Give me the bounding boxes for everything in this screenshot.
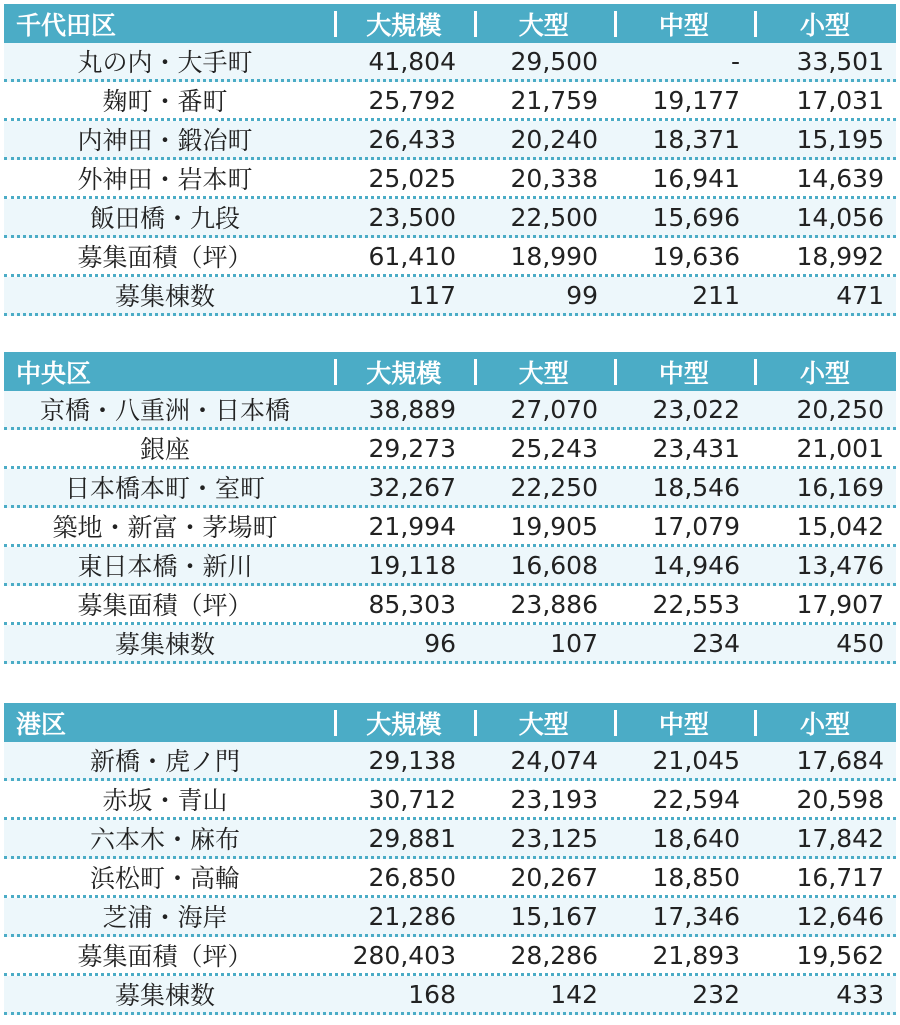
cell-medium: 234 xyxy=(692,628,740,658)
table-row xyxy=(4,625,896,664)
cell-small: 471 xyxy=(836,280,884,310)
cell-small: 17,031 xyxy=(796,85,884,115)
cell-large: 28,286 xyxy=(510,940,598,970)
cell-large-scale: 168 xyxy=(408,979,456,1009)
table-row xyxy=(4,859,896,898)
cell-small: 16,717 xyxy=(796,862,884,892)
row-label: 麹町・番町 xyxy=(102,87,228,116)
col-header-medium: 中型 xyxy=(614,705,754,741)
cell-medium: 16,941 xyxy=(652,163,740,193)
cell-large: 23,125 xyxy=(510,823,598,853)
cell-large: 27,070 xyxy=(510,394,598,424)
cell-large: 29,500 xyxy=(510,46,598,76)
col-header-small: 小型 xyxy=(754,705,896,741)
cell-large-scale: 41,804 xyxy=(368,46,456,76)
cell-small: 15,042 xyxy=(796,511,884,541)
cell-large-scale: 280,403 xyxy=(352,940,456,970)
table-header xyxy=(4,4,896,43)
row-label: 内神田・鍛冶町 xyxy=(77,126,253,155)
table-row xyxy=(4,937,896,976)
cell-small: 15,195 xyxy=(796,124,884,154)
cell-large-scale: 38,889 xyxy=(368,394,456,424)
row-label: 募集面積（坪） xyxy=(77,591,253,620)
area-title: 港区 xyxy=(16,709,67,739)
row-label: 飯田橋・九段 xyxy=(89,204,240,233)
cell-small: 12,646 xyxy=(796,901,884,931)
table-row xyxy=(4,508,896,547)
cell-small: 19,562 xyxy=(796,940,884,970)
col-header-medium: 中型 xyxy=(614,6,754,42)
cell-large-scale: 117 xyxy=(408,280,456,310)
cell-small: 433 xyxy=(836,979,884,1009)
row-label: 丸の内・大手町 xyxy=(77,48,253,77)
cell-medium: 19,177 xyxy=(652,85,740,115)
cell-large-scale: 29,273 xyxy=(368,433,456,463)
cell-large: 15,167 xyxy=(510,901,598,931)
cell-small: 13,476 xyxy=(796,550,884,580)
cell-large-scale: 19,118 xyxy=(368,550,456,580)
table-row xyxy=(4,586,896,625)
cell-large: 20,338 xyxy=(510,163,598,193)
cell-medium: - xyxy=(730,46,740,76)
table-row xyxy=(4,898,896,937)
cell-medium: 23,022 xyxy=(652,394,740,424)
cell-medium: 23,431 xyxy=(652,433,740,463)
cell-large: 25,243 xyxy=(510,433,598,463)
cell-medium: 18,850 xyxy=(652,862,740,892)
cell-large: 22,500 xyxy=(510,202,598,232)
area-title: 中央区 xyxy=(16,358,92,388)
row-label: 六本木・麻布 xyxy=(89,825,240,854)
row-label: 募集面積（坪） xyxy=(77,942,253,971)
cell-small: 450 xyxy=(836,628,884,658)
cell-small: 20,598 xyxy=(796,784,884,814)
cell-large: 142 xyxy=(550,979,598,1009)
cell-large: 23,886 xyxy=(510,589,598,619)
table-row xyxy=(4,238,896,277)
row-label: 浜松町・高輪 xyxy=(89,864,240,893)
table-row xyxy=(4,430,896,469)
cell-large: 20,267 xyxy=(510,862,598,892)
col-header-large: 大型 xyxy=(474,705,614,741)
col-header-small: 小型 xyxy=(754,354,896,390)
cell-small: 21,001 xyxy=(796,433,884,463)
table-row xyxy=(4,781,896,820)
cell-large-scale: 61,410 xyxy=(368,241,456,271)
area-title: 千代田区 xyxy=(16,10,117,40)
cell-medium: 18,371 xyxy=(652,124,740,154)
cell-medium: 17,346 xyxy=(652,901,740,931)
table-row xyxy=(4,160,896,199)
cell-large-scale: 26,433 xyxy=(368,124,456,154)
cell-medium: 211 xyxy=(692,280,740,310)
cell-medium: 19,636 xyxy=(652,241,740,271)
cell-large-scale: 30,712 xyxy=(368,784,456,814)
cell-small: 17,842 xyxy=(796,823,884,853)
cell-small: 17,907 xyxy=(796,589,884,619)
cell-large: 19,905 xyxy=(510,511,598,541)
row-label: 赤坂・青山 xyxy=(102,786,228,815)
cell-large-scale: 96 xyxy=(424,628,456,658)
cell-large: 24,074 xyxy=(510,745,598,775)
table-row xyxy=(4,976,896,1015)
table-row xyxy=(4,277,896,316)
table-chiyoda xyxy=(4,4,896,316)
cell-small: 17,684 xyxy=(796,745,884,775)
cell-large: 20,240 xyxy=(510,124,598,154)
row-label: 募集棟数 xyxy=(114,282,215,311)
row-label: 銀座 xyxy=(139,435,190,464)
table-row xyxy=(4,820,896,859)
col-header-large: 大型 xyxy=(474,354,614,390)
col-header-large: 大型 xyxy=(474,6,614,42)
cell-large-scale: 25,792 xyxy=(368,85,456,115)
cell-medium: 18,640 xyxy=(652,823,740,853)
cell-large-scale: 23,500 xyxy=(368,202,456,232)
cell-large-scale: 29,881 xyxy=(368,823,456,853)
cell-small: 16,169 xyxy=(796,472,884,502)
row-label: 京橋・八重洲・日本橋 xyxy=(39,396,290,425)
row-label: 募集棟数 xyxy=(114,630,215,659)
table-chuo xyxy=(4,352,896,664)
cell-small: 14,056 xyxy=(796,202,884,232)
col-header-medium: 中型 xyxy=(614,354,754,390)
table-row xyxy=(4,43,896,82)
cell-small: 33,501 xyxy=(796,46,884,76)
col-header-large-scale: 大規模 xyxy=(334,6,474,42)
cell-small: 20,250 xyxy=(796,394,884,424)
col-header-small: 小型 xyxy=(754,6,896,42)
col-header-large-scale: 大規模 xyxy=(334,705,474,741)
cell-medium: 22,553 xyxy=(652,589,740,619)
cell-medium: 14,946 xyxy=(652,550,740,580)
cell-large: 21,759 xyxy=(510,85,598,115)
cell-large: 107 xyxy=(550,628,598,658)
cell-medium: 17,079 xyxy=(652,511,740,541)
table-row xyxy=(4,742,896,781)
cell-medium: 22,594 xyxy=(652,784,740,814)
row-label: 芝浦・海岸 xyxy=(102,903,228,932)
table-row xyxy=(4,199,896,238)
cell-large-scale: 26,850 xyxy=(368,862,456,892)
row-label: 日本橋本町・室町 xyxy=(64,474,265,503)
row-label: 東日本橋・新川 xyxy=(77,552,253,581)
cell-large-scale: 25,025 xyxy=(368,163,456,193)
cell-small: 18,992 xyxy=(796,241,884,271)
cell-large-scale: 85,303 xyxy=(368,589,456,619)
cell-medium: 15,696 xyxy=(652,202,740,232)
cell-large: 18,990 xyxy=(510,241,598,271)
cell-large-scale: 32,267 xyxy=(368,472,456,502)
cell-large: 16,608 xyxy=(510,550,598,580)
cell-medium: 232 xyxy=(692,979,740,1009)
row-label: 新橋・虎ノ門 xyxy=(89,747,240,776)
table-row xyxy=(4,547,896,586)
table-row xyxy=(4,121,896,160)
cell-large-scale: 29,138 xyxy=(368,745,456,775)
col-header-large-scale: 大規模 xyxy=(334,354,474,390)
table-row xyxy=(4,82,896,121)
cell-large-scale: 21,286 xyxy=(368,901,456,931)
table-row xyxy=(4,469,896,508)
cell-large: 99 xyxy=(566,280,598,310)
cell-medium: 21,893 xyxy=(652,940,740,970)
cell-large-scale: 21,994 xyxy=(368,511,456,541)
table-header xyxy=(4,352,896,391)
cell-large: 23,193 xyxy=(510,784,598,814)
cell-small: 14,639 xyxy=(796,163,884,193)
table-header xyxy=(4,703,896,742)
cell-medium: 21,045 xyxy=(652,745,740,775)
cell-medium: 18,546 xyxy=(652,472,740,502)
row-label: 築地・新富・茅場町 xyxy=(52,513,278,542)
table-row xyxy=(4,391,896,430)
row-label: 募集棟数 xyxy=(114,981,215,1010)
table-minato xyxy=(4,703,896,1015)
cell-large: 22,250 xyxy=(510,472,598,502)
row-label: 外神田・岩本町 xyxy=(77,165,253,194)
row-label: 募集面積（坪） xyxy=(77,243,253,272)
